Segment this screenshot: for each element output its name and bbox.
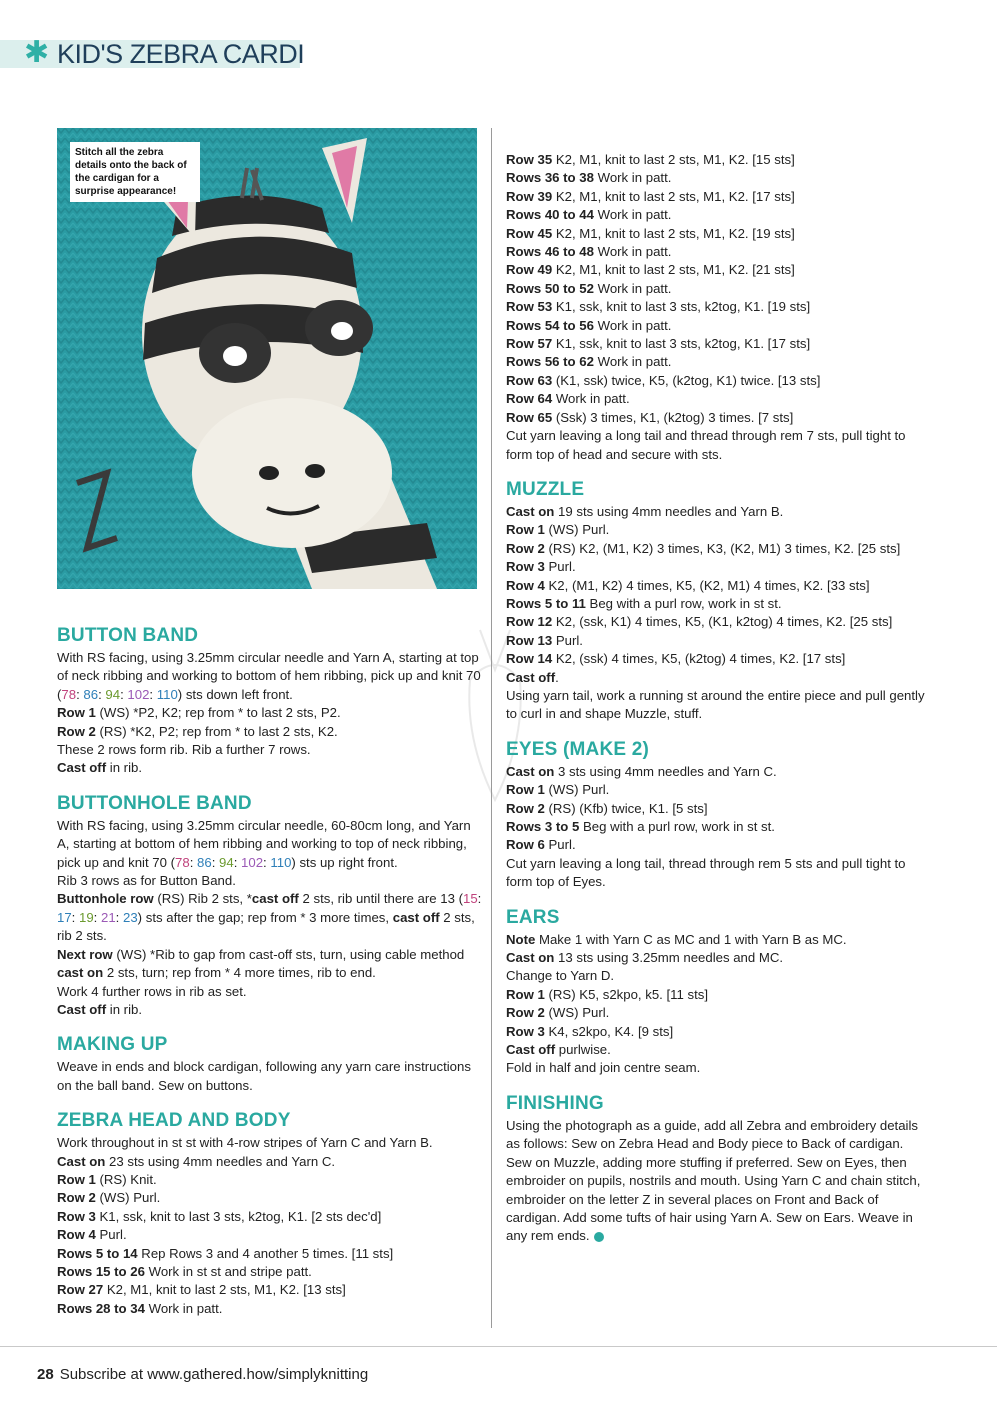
section-title-ears: EARS: [506, 906, 560, 928]
buttonhole-further: Work 4 further rows in rib as set.: [57, 983, 247, 999]
page-title: KID'S ZEBRA CARDI: [57, 39, 305, 69]
button-band-row1: Row 1 (WS) *P2, K2; rep from * to last 2 sts, P2.: [57, 705, 341, 721]
zebra-head-row: Row 27 K2, M1, knit to last 2 sts, M1, K2. [13 sts]: [57, 1282, 346, 1298]
section-title-button-band: BUTTON BAND: [57, 625, 199, 646]
zebra-head-cont-row: Row 63 (K1, ssk) twice, K5, (k2tog, K1) twice. [13 sts]: [506, 372, 821, 388]
muzzle-row: Rows 5 to 11 Beg with a purl row, work in st st.: [506, 595, 782, 611]
buttonhole-row: Buttonhole row (RS) Rib 2 sts, *cast off 2 sts, rib until there are 13 (15: 17: 19: 21: 23) sts after the gap; rep from * 3 more times, cast off 2 sts, rib 2 sts.: [57, 891, 482, 944]
zebra-head-cont-row: Rows 36 to 38 Work in patt.: [506, 170, 672, 186]
finishing-text: Using the photograph as a guide, add all Zebra and embroidery details as follows: Sew on Zebra Head and Body piece to Back of cardigan. Sew on Muzzle, adding more stuffing if preferred. Sew on Eyes, then embroider on pupils, nostrils and mouth. Using Yarn C and chain stitch, embroider on the letter Z in several places on Front and Back of cardigan. Add some tufts of hair using Yarn A. Sew on Ears. Weave in any rem ends.: [506, 1117, 921, 1244]
ears-closing: Fold in half and join centre seam.: [506, 1060, 701, 1076]
eyes-row: Cast on 3 sts using 4mm needles and Yarn C.: [506, 763, 777, 779]
zebra-head-cont-row: Rows 54 to 56 Work in patt.: [506, 317, 672, 333]
zebra-head-cont-rows: [506, 151, 926, 427]
muzzle-row: Row 4 K2, (M1, K2) 4 times, K5, (K2, M1) 4 times, K2. [33 sts]: [506, 577, 870, 593]
muzzle-row: Cast off.: [506, 669, 559, 685]
section-title-buttonhole-band: BUTTONHOLE BAND: [57, 792, 252, 814]
zebra-head-cont-row: Rows 40 to 44 Work in patt.: [506, 207, 672, 223]
ears-row: Change to Yarn D.: [506, 968, 615, 984]
left-column: [57, 625, 482, 1318]
ears-row: Row 3 K4, s2kpo, K4. [9 sts]: [506, 1023, 674, 1039]
zebra-head-cont-row: Row 64 Work in patt.: [506, 391, 630, 407]
button-band-castoff: Cast off in rib.: [57, 760, 143, 776]
ears-rows: [506, 931, 926, 1060]
zebra-head-cont-row: Row 57 K1, ssk, knit to last 3 sts, k2tog, K1. [17 sts]: [506, 336, 811, 352]
ears-row: Note Make 1 with Yarn C as MC and 1 with Yarn B as MC.: [506, 931, 847, 947]
section-title-zebra-head: ZEBRA HEAD AND BODY: [57, 1110, 291, 1132]
muzzle-row: Row 14 K2, (ssk) 4 times, K5, (k2tog) 4 times, K2. [17 sts]: [506, 651, 846, 667]
buttonhole-band-intro: With RS facing, using 3.25mm circular needle, 60-80cm long, and Yarn A, starting at bottom of hem ribbing and working to top of neck ribbing, pick up and knit 70 (78: 86: 94: 102: 110) sts up right front.: [57, 817, 471, 870]
zebra-head-cont-row: Row 39 K2, M1, knit to last 2 sts, M1, K2. [17 sts]: [506, 188, 795, 204]
zebra-head-cont-row: Row 53 K1, ssk, knit to last 3 sts, k2tog, K1. [19 sts]: [506, 299, 811, 315]
footer-subscribe-link[interactable]: Subscribe at www.gathered.how/simplyknitting: [59, 1366, 369, 1383]
muzzle-rows: [506, 503, 926, 687]
zebra-head-row: Row 4 Purl.: [57, 1227, 127, 1243]
zebra-head-intro: Work throughout in st st with 4-row stripes of Yarn C and Yarn B.: [57, 1135, 433, 1151]
zebra-head-row: Cast on 23 sts using 4mm needles and Yarn C.: [57, 1153, 336, 1169]
zebra-head-row: Row 1 (RS) Knit.: [57, 1171, 157, 1187]
button-band-note: These 2 rows form rib. Rib a further 7 rows.: [57, 742, 311, 758]
button-band-row2: Row 2 (RS) *K2, P2; rep from * to last 2 sts, K2.: [57, 723, 338, 739]
end-mark-icon: [594, 1232, 604, 1242]
muzzle-closing: Using yarn tail, work a running st around the entire piece and pull gently to curl in and shape Muzzle, stuff.: [506, 687, 925, 722]
muzzle-row: Row 13 Purl.: [506, 632, 583, 648]
buttonhole-next-row: Next row (WS) *Rib to gap from cast-off sts, turn, using cable method cast on 2 sts, turn; rep from * 4 more times, rib to end.: [57, 946, 465, 981]
ears-row: Row 2 (WS) Purl.: [506, 1005, 610, 1021]
zebra-head-cont-row: Rows 46 to 48 Work in patt.: [506, 244, 672, 260]
footer: [37, 1366, 368, 1383]
buttonhole-castoff: Cast off in rib.: [57, 1001, 143, 1017]
eyes-row: Row 2 (RS) (Kfb) twice, K1. [5 sts]: [506, 800, 708, 816]
zebra-head-row: Rows 28 to 34 Work in patt.: [57, 1300, 223, 1316]
button-band-intro: With RS facing, using 3.25mm circular needle and Yarn A, starting at top of neck ribbing and working to bottom of hem ribbing, pick up and knit 70 (78: 86: 94: 102: 110) sts down left front.: [57, 650, 481, 702]
muzzle-row: Cast on 19 sts using 4mm needles and Yarn B.: [506, 503, 784, 519]
footer-divider: [0, 1346, 997, 1347]
zebra-head-rows: [57, 1153, 482, 1319]
zebra-head-cont-row: Row 45 K2, M1, knit to last 2 sts, M1, K2. [19 sts]: [506, 225, 795, 241]
page-number: 28: [37, 1366, 54, 1383]
zebra-head-row: Rows 15 to 26 Work in st st and stripe patt.: [57, 1263, 312, 1279]
zebra-head-cont-row: Row 35 K2, M1, knit to last 2 sts, M1, K2. [15 sts]: [506, 152, 795, 167]
ears-row: Cast on 13 sts using 3.25mm needles and MC.: [506, 950, 784, 966]
section-title-muzzle: MUZZLE: [506, 478, 585, 500]
muzzle-row: Row 1 (WS) Purl.: [506, 522, 610, 538]
ears-row: Cast off purlwise.: [506, 1042, 611, 1058]
zebra-head-cont-row: Rows 56 to 62 Work in patt.: [506, 354, 672, 370]
eyes-row: Row 6 Purl.: [506, 837, 576, 853]
zebra-head-row: Rows 5 to 14 Rep Rows 3 and 4 another 5 times. [11 sts]: [57, 1245, 394, 1261]
zebra-head-closing: Cut yarn leaving a long tail and thread through rem 7 sts, pull tight to form top of head and secure with sts.: [506, 428, 906, 462]
zebra-head-cont-row: Row 49 K2, M1, knit to last 2 sts, M1, K2. [21 sts]: [506, 262, 795, 278]
zebra-head-row: Row 3 K1, ssk, knit to last 3 sts, k2tog, K1. [2 sts dec'd]: [57, 1208, 382, 1224]
zebra-head-cont-row: Row 65 (Ssk) 3 times, K1, (k2tog) 3 times. [7 sts]: [506, 409, 794, 425]
muzzle-row: Row 3 Purl.: [506, 559, 576, 575]
zebra-head-cont-row: Rows 50 to 52 Work in patt.: [506, 280, 672, 296]
muzzle-row: Row 2 (RS) K2, (M1, K2) 3 times, K3, (K2, M1) 3 times, K2. [25 sts]: [506, 540, 901, 556]
section-title-eyes: EYES (MAKE 2): [506, 738, 650, 760]
right-column: [506, 151, 926, 1246]
making-up-text: Weave in ends and block cardigan, following any yarn care instructions on the ball band. Sew on buttons.: [57, 1059, 471, 1093]
photo-caption: Stitch all the zebra details onto the back of the cardigan for a surprise appearance!: [70, 142, 200, 202]
ears-row: Row 1 (RS) K5, s2kpo, k5. [11 sts]: [506, 986, 709, 1002]
section-title-making-up: MAKING UP: [57, 1034, 168, 1056]
zebra-head-row: Row 2 (WS) Purl.: [57, 1190, 161, 1206]
section-title-finishing: FINISHING: [506, 1092, 604, 1114]
eyes-row: Rows 3 to 5 Beg with a purl row, work in st st.: [506, 819, 775, 834]
eyes-row: Row 1 (WS) Purl.: [506, 782, 610, 798]
buttonhole-rib-note: Rib 3 rows as for Button Band.: [57, 873, 236, 889]
eyes-rows: [506, 763, 926, 855]
column-divider: [491, 128, 492, 1328]
asterisk-icon: ✱: [24, 36, 50, 69]
muzzle-row: Row 12 K2, (ssk, K1) 4 times, K5, (K1, k2tog) 4 times, K2. [25 sts]: [506, 614, 893, 630]
eyes-closing: Cut yarn leaving a long tail, thread through rem 5 sts and pull tight to form top of Eyes.: [506, 855, 906, 890]
